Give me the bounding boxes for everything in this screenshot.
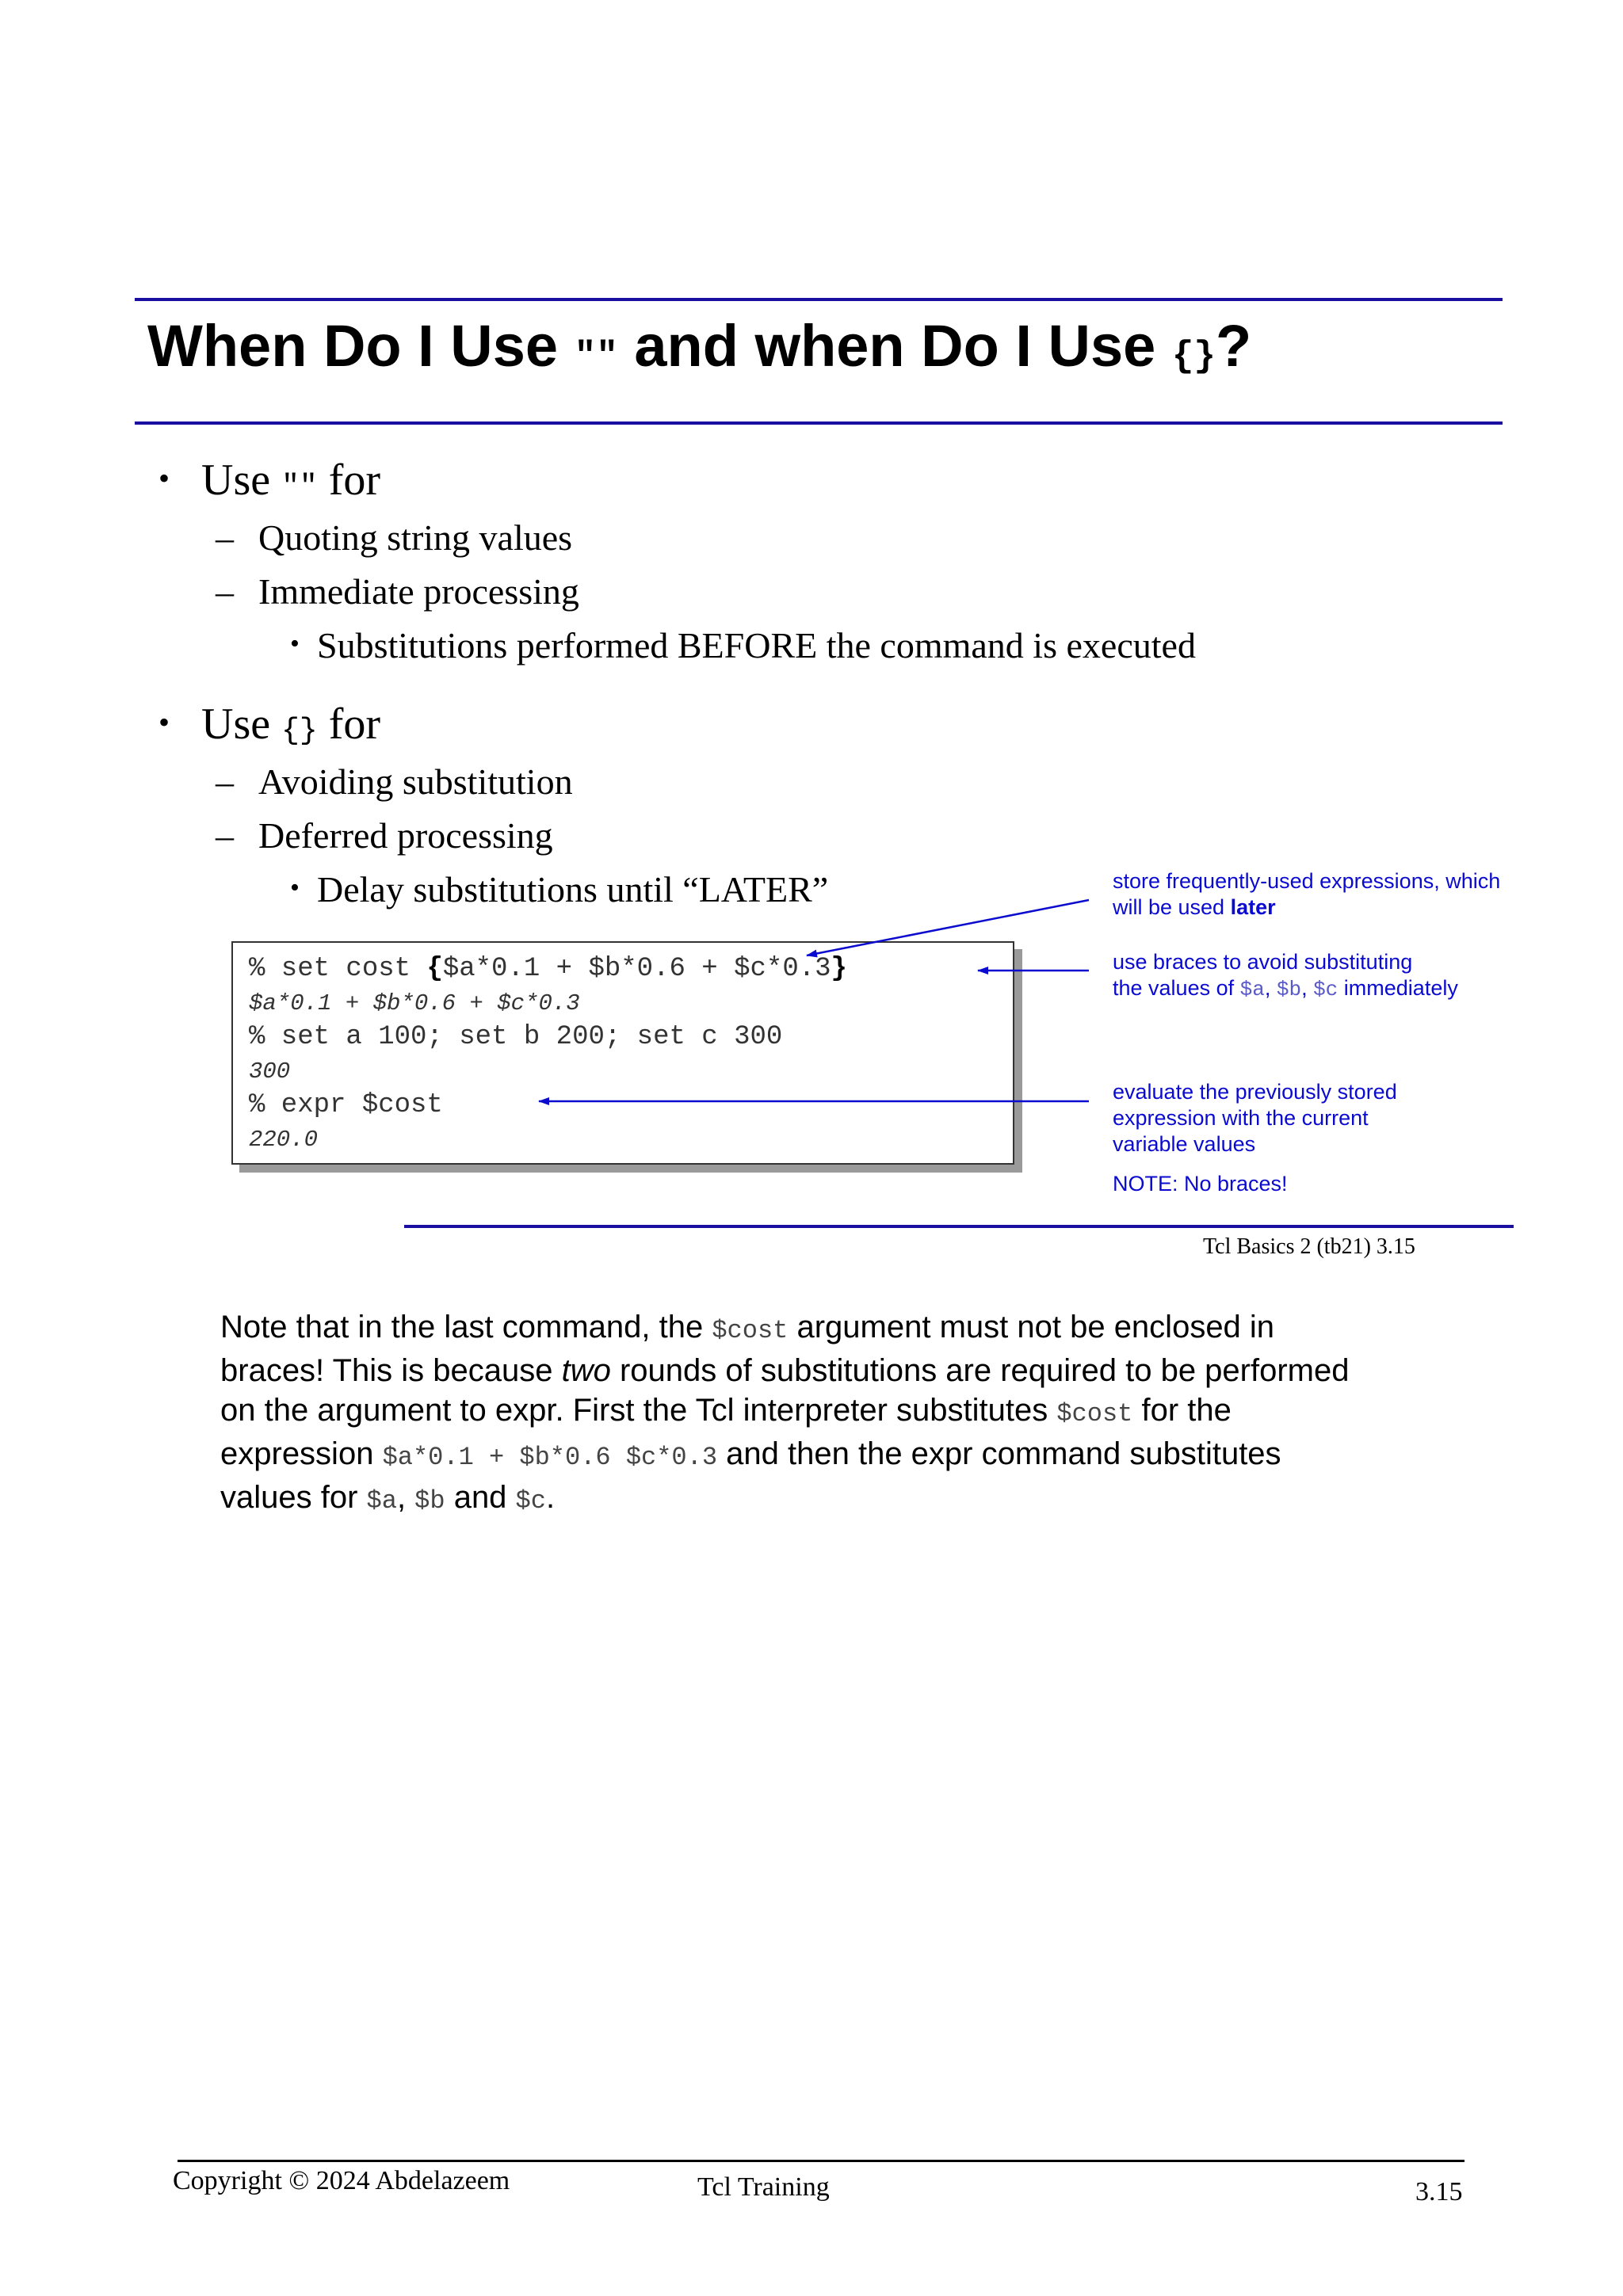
sub-bullet-deferred: – Deferred processing: [216, 815, 553, 856]
note-line-4: expression $a*0.1 + $b*0.6 $c*0.3 and then the expr command substitutes: [220, 1436, 1281, 1472]
note-line-3: on the argument to expr. First the Tcl interpreter substitutes $cost for the: [220, 1393, 1232, 1428]
slide-footer-rule: [404, 1225, 1514, 1228]
annotation-no-braces: NOTE: No braces!: [1113, 1172, 1288, 1196]
code-line-expr-cost: % expr $cost: [249, 1090, 443, 1120]
sub-sub-bullet-later: • Delay substitutions until “LATER”: [290, 869, 829, 910]
sub-bullet-immediate: – Immediate processing: [216, 571, 579, 612]
slide-footer-label: Tcl Basics 2 (tb21) 3.15: [1203, 1234, 1415, 1259]
code-output-expression: $a*0.1 + $b*0.6 + $c*0.3: [249, 990, 580, 1016]
annotation-use-braces: use braces to avoid substituting the values of $a, $b, $c immediately: [1113, 950, 1458, 1001]
bullet-use-braces: • Use {} for: [158, 700, 380, 749]
bullet-use-quotes: • Use "" for: [158, 456, 380, 505]
code-output-300: 300: [249, 1058, 291, 1085]
bullet-dot: •: [158, 460, 170, 496]
note-line-5: values for $a, $b and $c.: [220, 1480, 556, 1516]
sub-sub-bullet-before: • Substitutions performed BEFORE the command is executed: [290, 625, 1196, 666]
sub-bullet-avoiding: – Avoiding substitution: [216, 761, 573, 802]
speaker-note: [220, 1307, 1488, 1521]
slide-title: When Do I Use "" and when Do I Use {}?: [147, 313, 1252, 379]
code-line-set-abc: % set a 100; set b 200; set c 300: [249, 1022, 783, 1052]
page-footer-rule: [178, 2160, 1465, 2162]
footer-copyright: Copyright © 2024 Abdelazeem: [173, 2166, 510, 2195]
annotation-evaluate-stored: evaluate the previously stored expression with the current variable values: [1113, 1080, 1397, 1156]
annotation-store-expressions: store frequently-used expressions, which will be used later: [1113, 869, 1501, 919]
footer-page-number: 3.15: [1415, 2177, 1463, 2206]
note-line-2: braces! This is because two rounds of substitutions are required to be performed: [220, 1353, 1350, 1388]
sub-bullet-quoting: – Quoting string values: [216, 517, 573, 558]
code-line-set-cost: % set cost {$a*0.1 + $b*0.6 + $c*0.3}: [249, 954, 847, 984]
arrow-to-later-expression: [807, 900, 1089, 955]
note-line-1: Note that in the last command, the $cost argument must not be enclosed in: [220, 1310, 1275, 1345]
footer-course-title: Tcl Training: [697, 2172, 830, 2202]
bullet-dot: •: [158, 704, 170, 740]
code-output-220: 220.0: [249, 1127, 319, 1153]
